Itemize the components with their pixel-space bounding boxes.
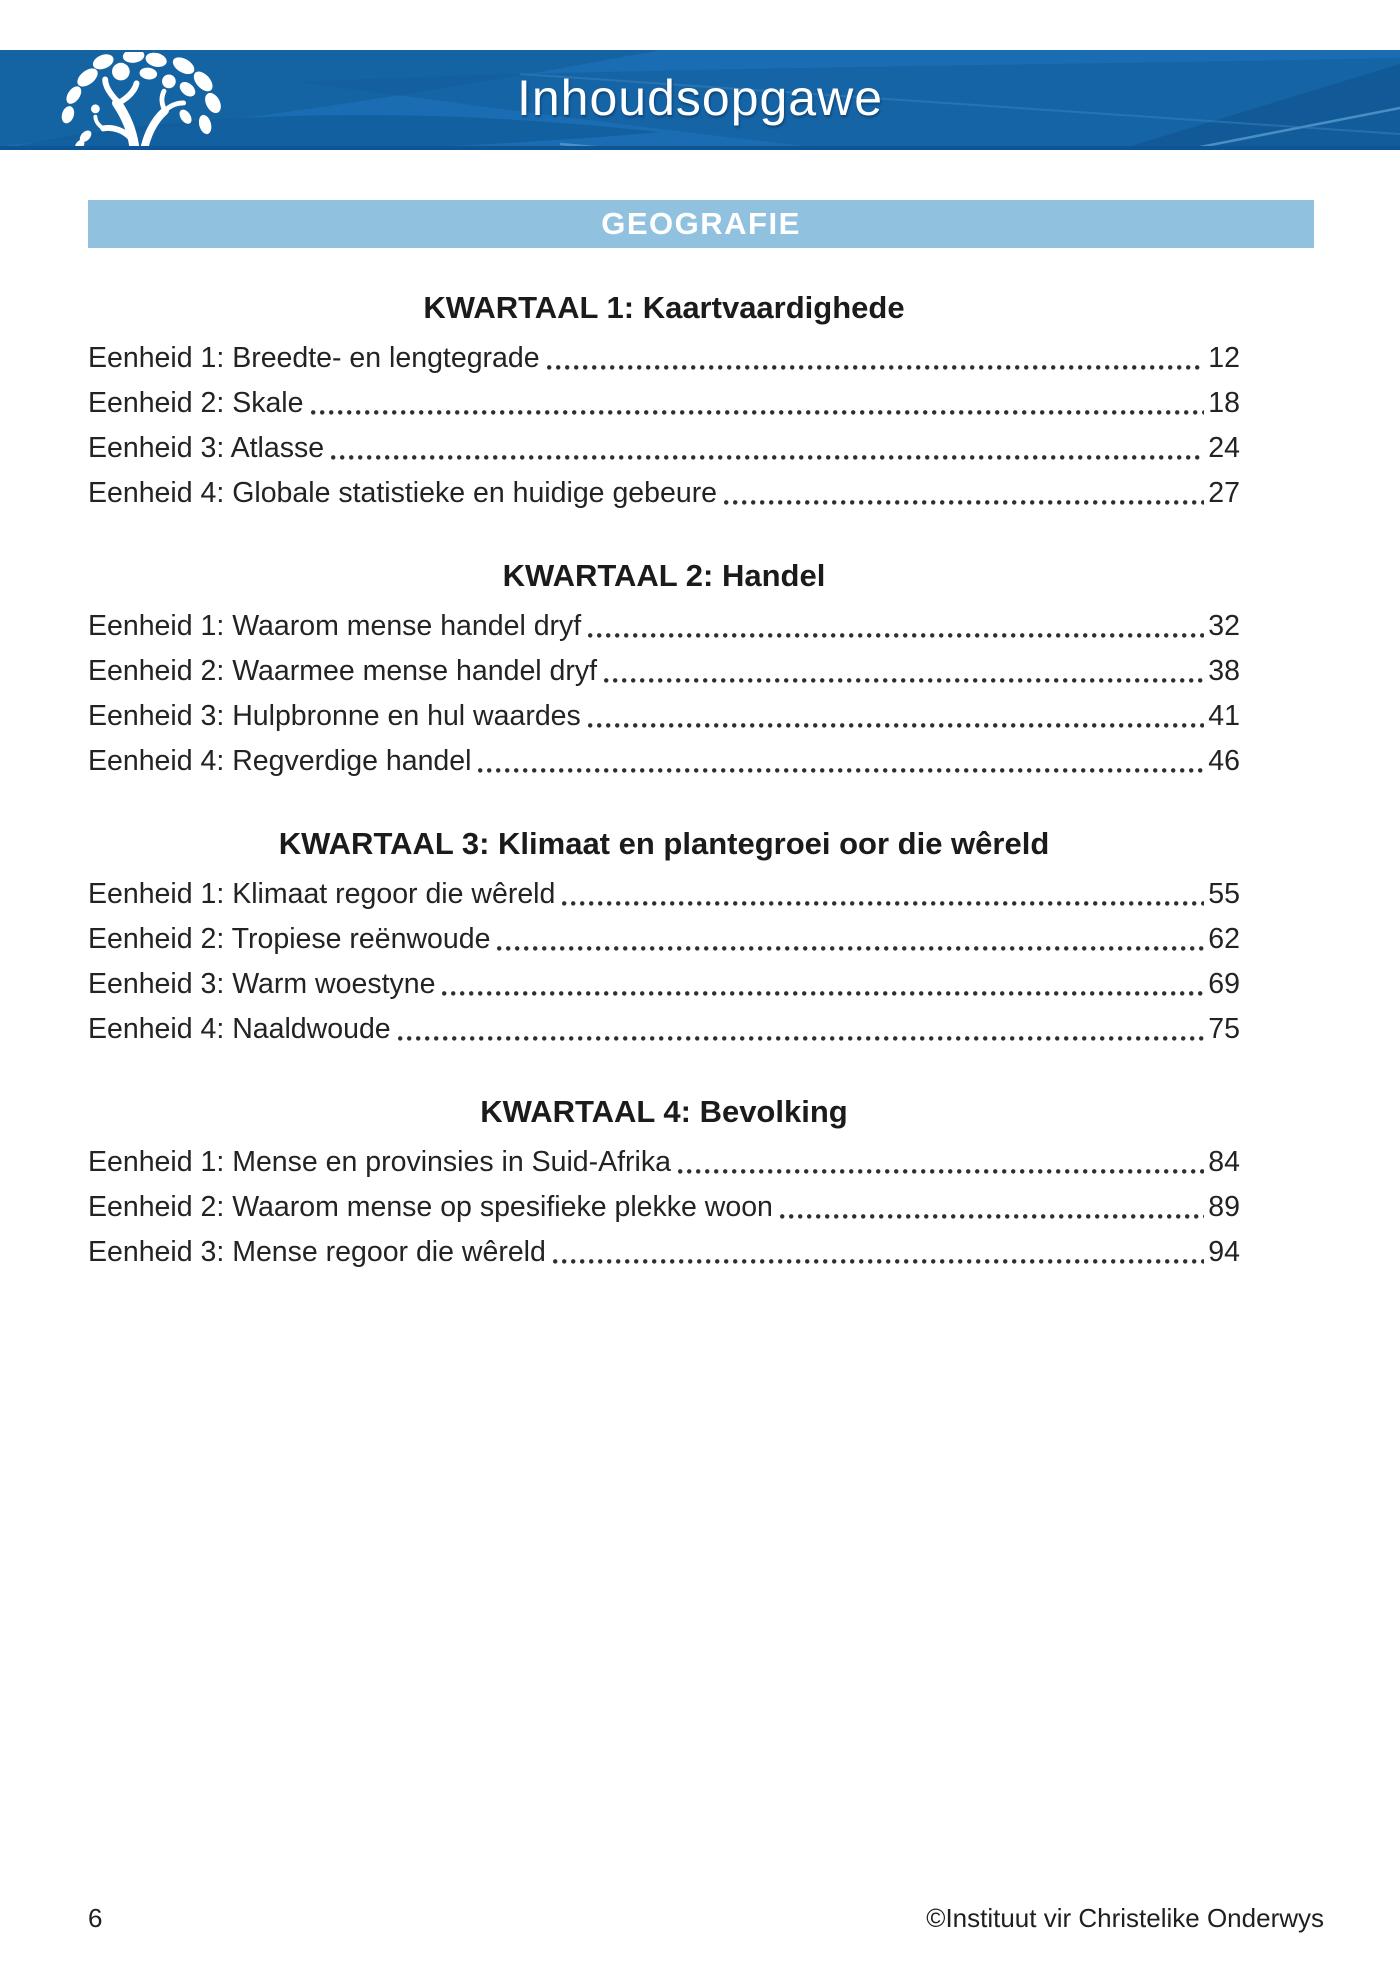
entry-label: Eenheid 3: Atlasse — [88, 432, 325, 464]
entry-page-number: 32 — [1208, 610, 1240, 642]
toc-entry — [88, 1140, 1240, 1185]
header-banner — [0, 50, 1400, 150]
dot-leader — [331, 455, 1204, 460]
toc-entry — [88, 1007, 1240, 1052]
toc-entry — [88, 694, 1240, 739]
toc-entry — [88, 739, 1240, 784]
page-number: 6 — [88, 1903, 103, 1933]
entry-page-number: 12 — [1208, 342, 1240, 374]
toc-entry — [88, 872, 1240, 917]
dot-leader — [588, 723, 1205, 728]
entry-page-number: 24 — [1208, 432, 1240, 464]
dot-leader — [311, 410, 1205, 415]
entry-label: Eenheid 2: Waarom mense op spesifieke plekke woon — [88, 1191, 773, 1223]
toc-entry — [88, 426, 1240, 471]
dot-leader — [442, 991, 1204, 996]
dot-leader — [398, 1036, 1205, 1041]
section-heading: KWARTAAL 2: Handel — [502, 558, 826, 593]
subject-banner — [88, 200, 1314, 248]
page-title: Inhoudsopgawe — [516, 70, 884, 126]
dot-leader — [497, 946, 1204, 951]
copyright: ©Instituut vir Christelike Onderwys — [926, 1903, 1324, 1933]
entry-page-number: 18 — [1208, 387, 1240, 419]
entry-page-number: 84 — [1208, 1146, 1240, 1178]
entry-page-number: 38 — [1208, 655, 1240, 687]
subject-label: GEOGRAFIE — [601, 206, 801, 241]
toc-entry — [88, 336, 1240, 381]
toc-entry — [88, 604, 1240, 649]
entry-page-number: 27 — [1208, 477, 1240, 509]
dot-leader — [678, 1169, 1204, 1174]
section-heading: KWARTAAL 3: Klimaat en plantegroei oor die wêreld — [278, 826, 1050, 861]
entry-page-number: 46 — [1208, 745, 1240, 777]
entry-page-number: 75 — [1208, 1013, 1240, 1045]
entry-label: Eenheid 3: Warm woestyne — [88, 968, 436, 1000]
toc-entry — [88, 917, 1240, 962]
entry-label: Eenheid 4: Globale statistieke en huidige gebeure — [88, 477, 718, 509]
toc-section-kwartaal-3 — [88, 826, 1240, 1052]
entry-label: Eenheid 2: Waarmee mense handel dryf — [88, 655, 598, 687]
entry-label: Eenheid 2: Tropiese reënwoude — [88, 923, 491, 955]
toc-entry — [88, 1230, 1240, 1275]
dot-leader — [780, 1214, 1204, 1219]
table-of-contents — [88, 248, 1240, 1275]
dot-leader — [553, 1259, 1204, 1264]
entry-page-number: 89 — [1208, 1191, 1240, 1223]
entry-label: Eenheid 1: Klimaat regoor die wêreld — [88, 878, 556, 910]
toc-section-kwartaal-1 — [88, 290, 1240, 516]
entry-page-number: 41 — [1208, 700, 1240, 732]
dot-leader — [724, 500, 1204, 505]
section-heading: KWARTAAL 4: Bevolking — [480, 1094, 848, 1129]
dot-leader — [478, 768, 1204, 773]
entry-label: Eenheid 3: Hulpbronne en hul waardes — [88, 700, 581, 732]
toc-entry — [88, 471, 1240, 516]
entry-page-number: 62 — [1208, 923, 1240, 955]
entry-label: Eenheid 1: Mense en provinsies in Suid-Afrika — [88, 1146, 671, 1178]
toc-entry — [88, 649, 1240, 694]
section-heading: KWARTAAL 1: Kaartvaardighede — [423, 290, 905, 325]
entry-label: Eenheid 4: Regverdige handel — [88, 745, 472, 777]
entry-label: Eenheid 4: Naaldwoude — [88, 1013, 391, 1045]
dot-leader — [562, 901, 1204, 906]
dot-leader — [588, 633, 1204, 638]
entry-page-number: 55 — [1208, 878, 1240, 910]
toc-entry — [88, 1185, 1240, 1230]
entry-page-number: 94 — [1208, 1236, 1240, 1268]
toc-entry — [88, 381, 1240, 426]
entry-label: Eenheid 3: Mense regoor die wêreld — [88, 1236, 546, 1268]
toc-section-kwartaal-2 — [88, 558, 1240, 784]
entry-page-number: 69 — [1208, 968, 1240, 1000]
dot-leader — [604, 678, 1204, 683]
toc-section-kwartaal-4 — [88, 1094, 1240, 1275]
toc-entry — [88, 962, 1240, 1007]
entry-label: Eenheid 2: Skale — [88, 387, 304, 419]
dot-leader — [547, 365, 1205, 370]
entry-label: Eenheid 1: Waarom mense handel dryf — [88, 610, 582, 642]
entry-label: Eenheid 1: Breedte- en lengtegrade — [88, 342, 540, 374]
